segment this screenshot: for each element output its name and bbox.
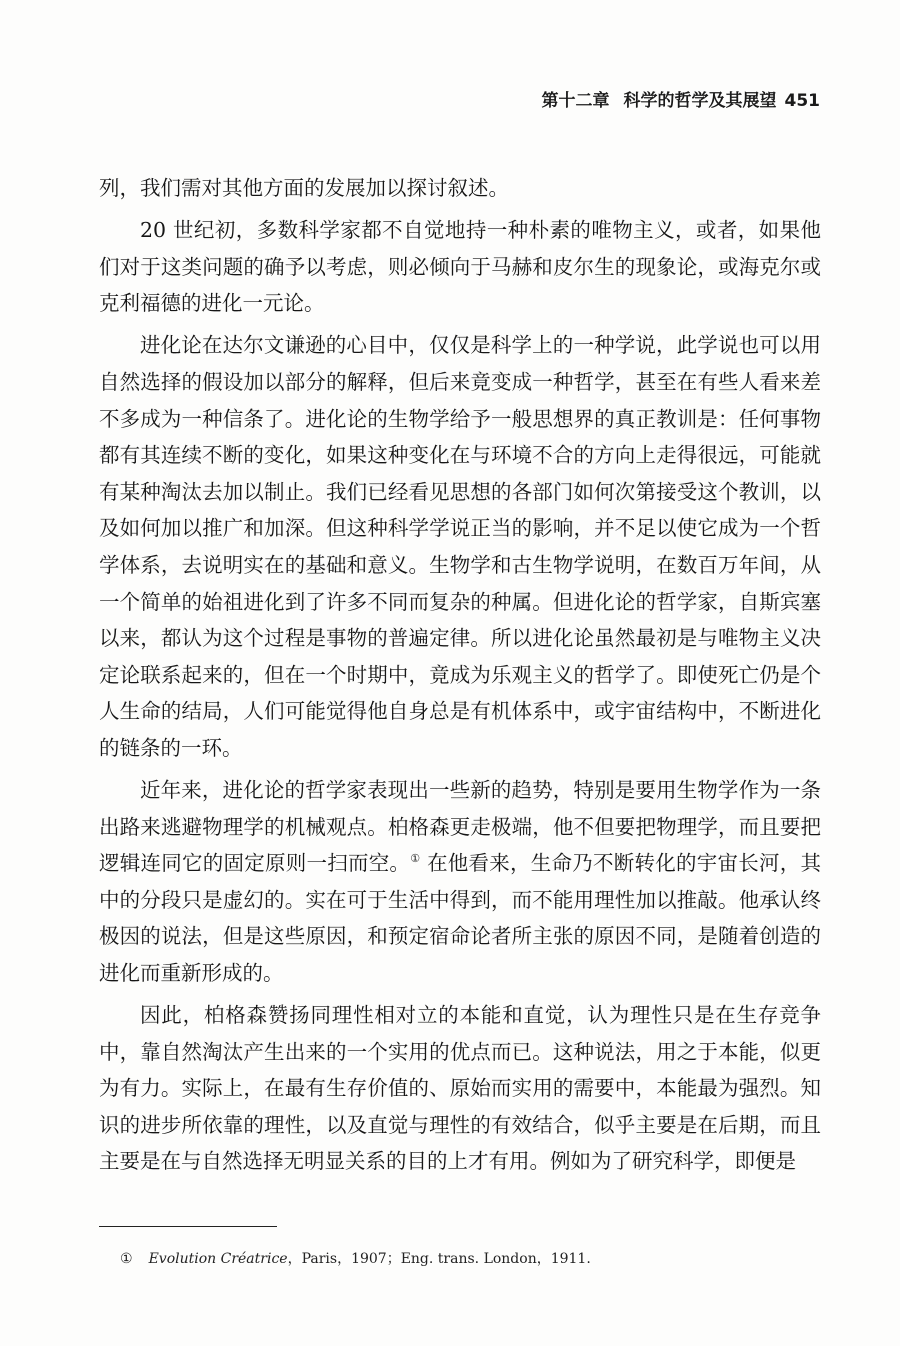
footnote-divider [99,1226,277,1227]
footnote-mark: ① [120,1251,133,1267]
footnote-book-title: Evolution Créatrice [148,1251,288,1267]
chapter-title: 科学的哲学及其展望 [623,91,777,111]
chapter-label: 第十二章 [541,91,610,111]
paragraph-part: 在他看来，生命乃不断转化的宇宙长河，其中的分段只是虚幻的。实在可于生活中得到，而不能用理性加以推敲。他承认终极因的说法，但是这些原因，和预定宿命论者所主张的原因不同，是随着创造的进化而重新形成的。 [99,851,821,985]
paragraph: 20 世纪初，多数科学家都不自觉地持一种朴素的唯物主义，或者，如果他们对于这类问题的确予以考虑，则必倾向于马赫和皮尔生的现象论，或海克尔或克利福德的进化一元论。 [99,218,821,316]
page-number: 451 [784,91,820,111]
paragraph [99,772,821,992]
paragraph: 因此，柏格森赞扬同理性相对立的本能和直觉，认为理性只是在生存竞争中，靠自然淘汰产生出来的一个实用的优点而已。这种说法，用之于本能，似更为有力。实际上，在最有生存价值的、原始而实用的需要中，本能最为强烈。知识的进步所依靠的理性，以及直觉与理性的有效结合，似乎主要是在后期，而且主要是在与自然选择无明显关系的目的上才有用。例如为了研究科学，即便是 [99,1003,821,1174]
footnote-reference[interactable]: ① [410,852,421,866]
footnote [120,1248,591,1268]
footnote-text: ，Paris，1907；Eng. trans. London，1911. [287,1251,591,1267]
running-header [520,86,820,111]
paragraph: 列，我们需对其他方面的发展加以探讨叙述。 [99,176,509,200]
paragraph-part: 近年来，进化论的哲学家表现出一些新的趋势，特别是要用生物学作为一条出路来逃避物理学的机械观点。柏格森更走极端，他不但要把物理学，而且要把逻辑连同它的固定原则一扫而空。 [99,778,821,876]
paragraph: 进化论在达尔文谦逊的心目中，仅仅是科学上的一种学说，此学说也可以用自然选择的假设加以部分的解释，但后来竟变成一种哲学，甚至在有些人看来差不多成为一种信条了。进化论的生物学给予一般思想界的真正教训是：任何事物都有其连续不断的变化，如果这种变化在与环境不合的方向上走得很远，可能就有某种淘汰去加以制止。我们已经看见思想的各部门如何次第接受这个教训，以及如何加以推广和加深。但这种科学学说正当的影响，并不足以使它成为一个哲学体系，去说明实在的基础和意义。生物学和古生物学说明，在数百万年间，从一个简单的始祖进化到了许多不同而复杂的种属。但进化论的哲学家，自斯宾塞以来，都认为这个过程是事物的普遍定律。所以进化论虽然最初是与唯物主义决定论联系起来的，但在一个时期中，竟成为乐观主义的哲学了。即使死亡仍是个人生命的结局，人们可能觉得他自身总是有机体系中，或宇宙结构中，不断进化的链条的一环。 [99,333,821,760]
body-text [99,170,821,1186]
